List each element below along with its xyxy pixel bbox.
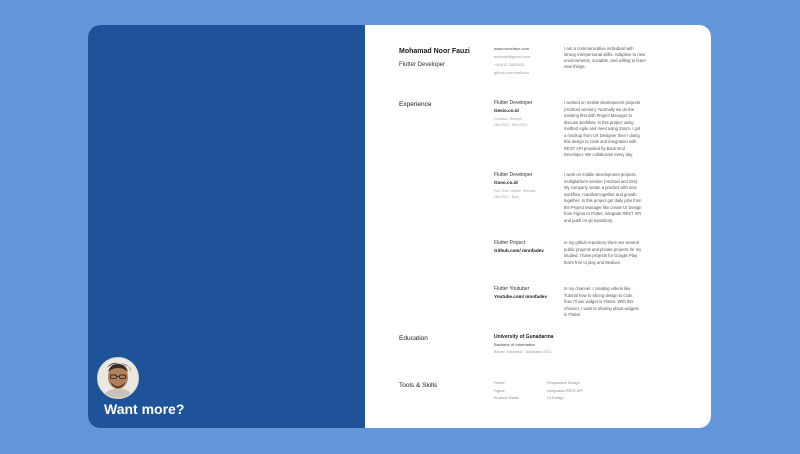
skill-item: UI Design	[547, 396, 564, 400]
job-title: Flutter Developer	[494, 172, 533, 178]
job-item	[494, 172, 556, 200]
section-title-skills: Tools & Skills	[399, 382, 438, 389]
job-title: Flutter Project	[494, 240, 526, 246]
job-description: I worked on mobile development projects (Android version). Normally we do the meeting first with Project Manager to discuss workflow. In this project using method Agile and meet using Zoom. I got a mockup from UX Designer then I doing this design to code and integration with REST API provided by Back-End Developer. We collaborate every day.	[564, 100, 641, 157]
education-meta: Bekasi, Indonesia · Graduated 2021	[494, 350, 552, 354]
education-item	[494, 334, 654, 354]
education-degree: Bachelor of Informatics	[494, 342, 535, 347]
job-description: In my github repository there are several public projects and private projects for my studied. I have projects for Google Play that's free to play and Medium.	[564, 240, 642, 265]
skill-item: Integration REST API	[547, 388, 584, 393]
job-company[interactable]: Youtube.com/ mnnfadev	[494, 294, 548, 299]
job-item	[494, 240, 556, 253]
avatar-image	[98, 358, 138, 398]
job-title: Flutter Developer	[494, 100, 533, 106]
skill-item: Flutter	[494, 381, 505, 385]
skill-item: Responsive Design	[547, 381, 580, 385]
resume-sidebar	[88, 25, 365, 428]
profile-role: Flutter Developer	[399, 62, 446, 68]
skill-item: Figma	[494, 388, 505, 393]
want-more-heading[interactable]: Want more?	[104, 401, 185, 417]
profile-about: I am a communicative individual with strong interpersonal skills. Adaptive to new environments, sociable, and willing to learn new things.	[564, 46, 646, 69]
skills-column	[494, 380, 519, 403]
job-item	[494, 100, 556, 128]
section-title-education: Education	[399, 335, 428, 342]
job-meta	[494, 116, 556, 128]
job-meta-line: Okt 2021 - Now	[494, 195, 519, 199]
resume-content	[365, 25, 711, 428]
job-title: Flutter Youtuber	[494, 286, 530, 292]
contact-phone: +62812 3082823	[494, 62, 525, 67]
job-meta-line: Contract, Remote	[494, 117, 523, 121]
resume-card	[88, 25, 711, 428]
job-meta-line: Okt 2023 - Des 2023	[494, 123, 528, 127]
education-school: University of Gunadarma	[494, 334, 554, 340]
job-meta	[494, 188, 556, 200]
skill-item: Android Studio	[494, 396, 519, 400]
job-company[interactable]: Gesio.co.id	[494, 108, 519, 113]
job-meta-line: Full Time, Onsite, Remote	[494, 189, 536, 193]
contact-email[interactable]: mnfauzi@gmail.com	[494, 54, 531, 59]
profile-name: Mohamad Noor Fauzi	[399, 48, 470, 55]
job-description: In my channel, I creating videos like Tutorial how to slicing design to code, how I'll use widget in Flutter. With this channel, I want to sharing about widgets in Flutter.	[564, 286, 639, 317]
contact-website[interactable]: www.moorfauz.com	[494, 46, 529, 51]
avatar	[97, 357, 139, 399]
job-company[interactable]: Github.com/ mnnfadev	[494, 248, 544, 253]
contact-github[interactable]: github.com/mnfauzi	[494, 70, 529, 75]
job-description: I work on mobile development projects, multiplatform version (Android and iOS). My company create a product with new workflow, manifest together and growth together. In this project got daily jobs from the Project Manager like create UI Design from Figma to Flutter, integrate REST API and push on git repository.	[564, 172, 642, 223]
section-title-experience: Experience	[399, 101, 432, 108]
skills-column	[547, 380, 583, 403]
job-company[interactable]: Oxoo.co.id	[494, 180, 518, 185]
job-item	[494, 286, 556, 299]
